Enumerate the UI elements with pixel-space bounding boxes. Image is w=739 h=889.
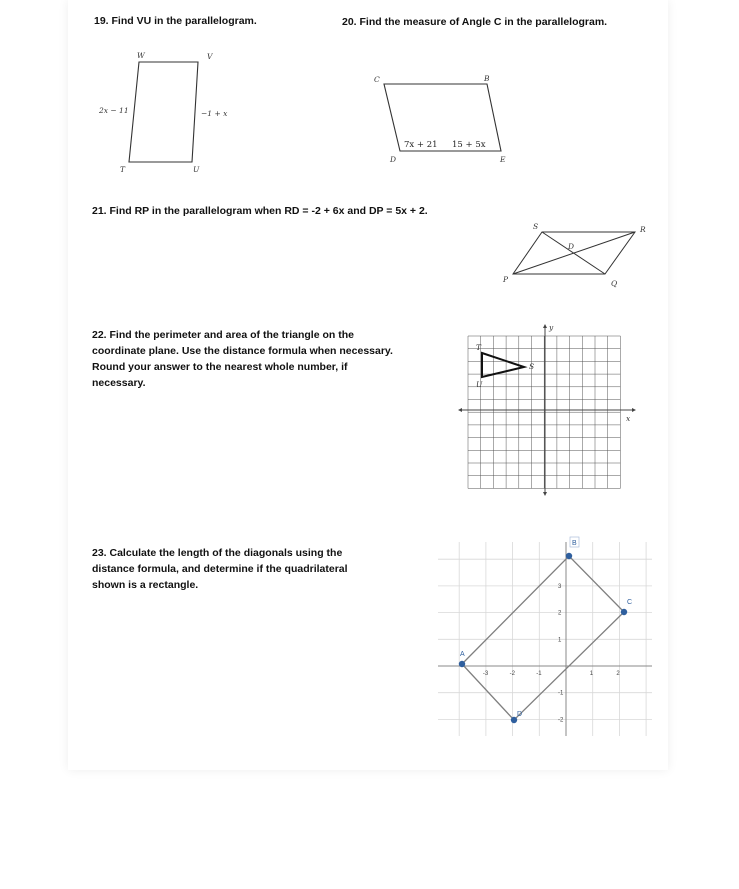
vertex-u-label: U [193, 165, 200, 174]
point-c [621, 609, 627, 615]
x-axis-label: x [626, 414, 631, 423]
vertex-q-label: Q [611, 279, 618, 288]
x-tick-label: -2 [509, 671, 515, 677]
vertex-d-label: D [390, 155, 397, 164]
question-22-line-4: necessary. [92, 377, 146, 389]
diagonal-rp [513, 232, 635, 274]
vertex-e-label: E [500, 155, 506, 164]
vertex-t-label: T [476, 343, 482, 352]
figure-21-parallelogram [495, 220, 655, 295]
parallelogram-wvut [129, 62, 198, 162]
triangle-tsu [482, 353, 524, 377]
x-tick-label: -3 [482, 671, 489, 677]
side-wt-expression: 2x − 11 [99, 106, 129, 115]
y-axis-arrow-down [543, 492, 547, 496]
question-22-line-1: 22. Find the perimeter and area of the triangle on the [92, 329, 354, 341]
vertex-v-label: V [207, 52, 213, 61]
figure-22-coordinate-grid [458, 322, 638, 502]
point-b [566, 553, 572, 559]
vertex-b-label: B [572, 540, 577, 547]
x-axis-arrow-right [632, 408, 636, 412]
vertex-t-label: T [120, 165, 126, 174]
question-19: 19. Find VU in the parallelogram. [94, 15, 257, 27]
vertex-s-label: S [533, 222, 539, 231]
y-tick-label: -1 [558, 690, 564, 697]
intersection-d-label: D [568, 242, 575, 251]
y-tick-label: 2 [558, 610, 562, 617]
x-tick-label: 1 [589, 671, 594, 677]
vertex-s-label: S [529, 362, 535, 371]
y-tick-label: -2 [558, 717, 564, 724]
y-axis-label: y [549, 323, 554, 332]
vertex-u-label: U [476, 380, 483, 389]
question-20: 20. Find the measure of Angle C in the parallelogram. [342, 16, 608, 28]
vertex-a-label: A [460, 651, 465, 658]
x-tick-label: -1 [536, 671, 542, 677]
vertex-c-label: C [627, 599, 633, 606]
angle-d-expression: 7x + 21 [404, 140, 438, 150]
figure-23-coordinate-grid [438, 540, 656, 740]
question-22-line-2: coordinate plane. Use the distance formula when necessary. [92, 345, 393, 357]
vertex-c-label: C [374, 75, 380, 84]
vertex-r-label: R [640, 225, 646, 234]
y-axis-arrow-up [543, 324, 547, 328]
question-23 [92, 545, 392, 593]
angle-e-expression: 15 + 5x [452, 140, 486, 150]
question-21: 21. Find RP in the parallelogram when RD = -2 + 6x and DP = 5x + 2. [92, 205, 428, 217]
y-tick-label: 1 [558, 637, 562, 644]
question-23-line-1: 23. Calculate the length of the diagonals using the [92, 547, 343, 559]
x-tick-label: 2 [616, 671, 620, 677]
vertex-p-label: P [503, 275, 509, 284]
vertex-b-label: B [484, 74, 490, 83]
point-a [459, 661, 465, 667]
vertex-d-label: D [517, 711, 523, 718]
figure-20-parallelogram [370, 72, 520, 172]
vertex-w-label: W [137, 51, 145, 60]
question-22-line-3: Round your answer to the nearest whole number, if [92, 361, 348, 373]
question-22 [92, 327, 442, 391]
y-tick-label: 3 [558, 583, 562, 590]
question-23-line-3: shown is a rectangle. [92, 579, 199, 591]
question-23-line-2: distance formula, and determine if the quadrilateral [92, 563, 348, 575]
figure-19-parallelogram [95, 50, 245, 180]
x-axis-arrow-left [458, 408, 462, 412]
side-vu-expression: −1 + x [201, 109, 228, 118]
